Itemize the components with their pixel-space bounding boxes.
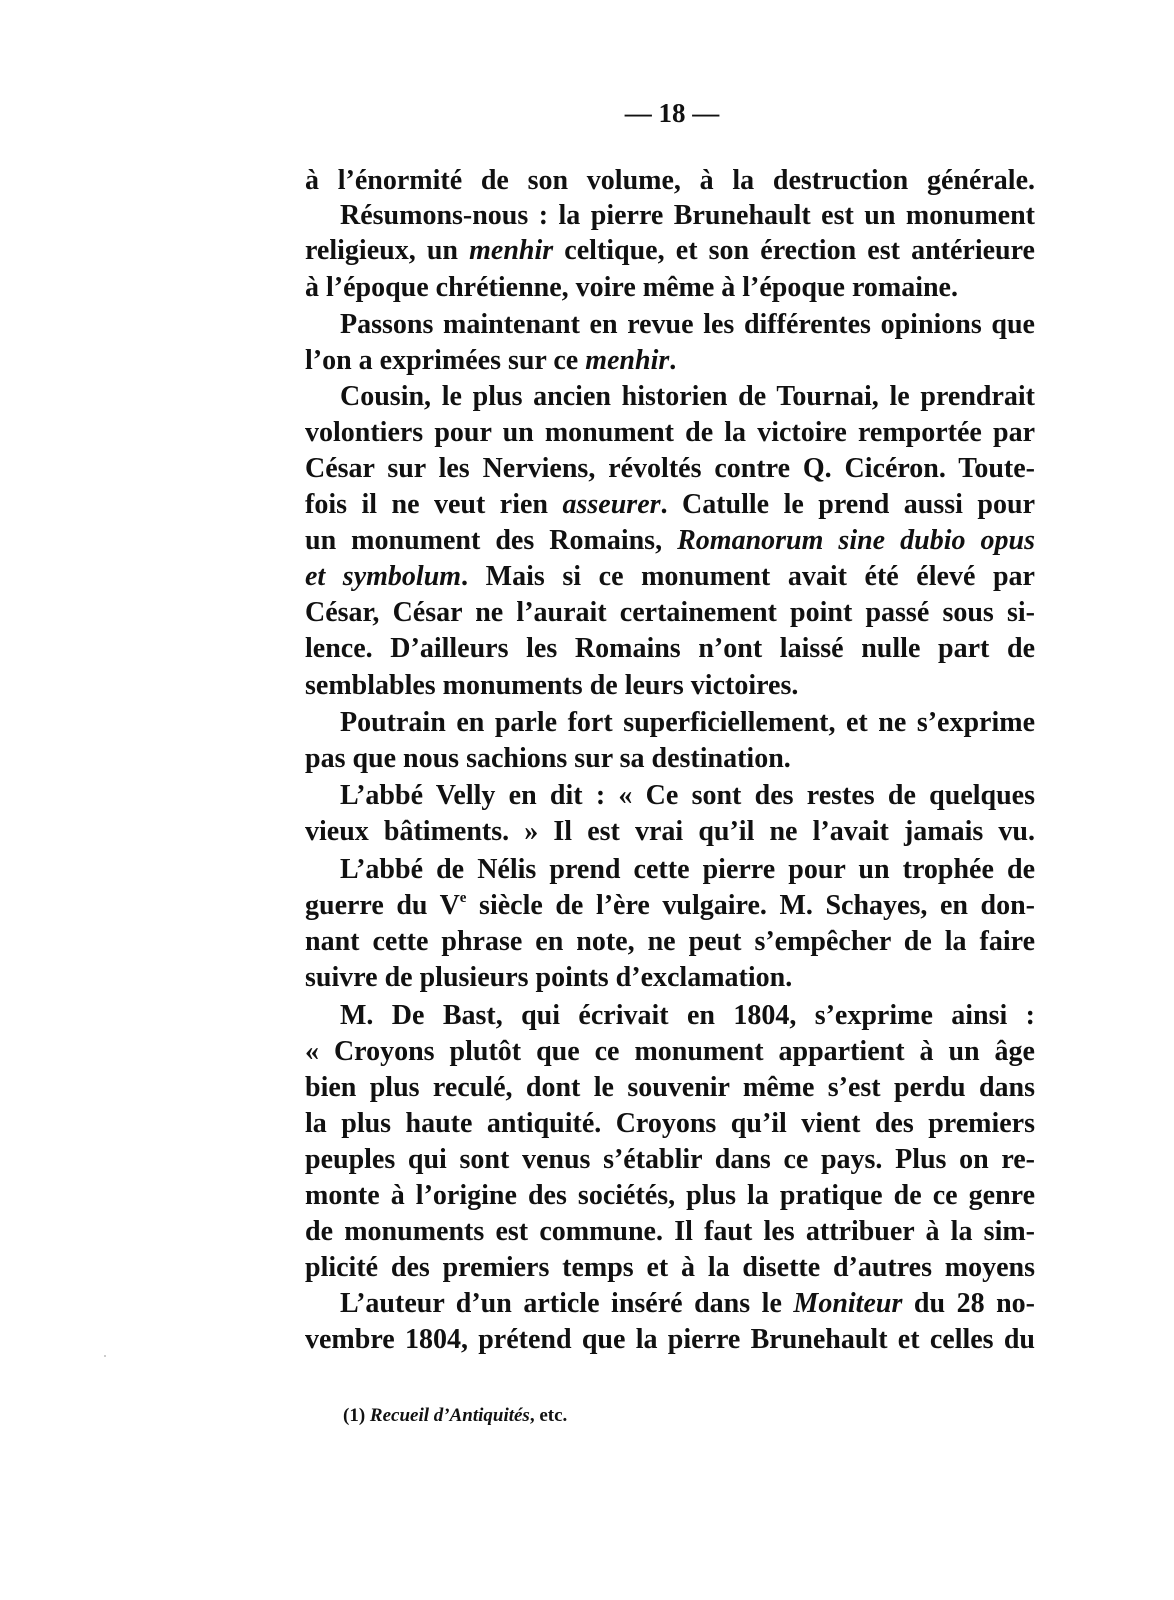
text-segment: pas que nous sachions sur sa destination. [305,743,791,774]
text-segment: Cousin, le plus ancien historien de Tournai, le prendrait [340,381,1035,412]
footnote-rest: , etc. [529,1405,568,1426]
text-line [305,1250,1035,1286]
text-line [340,379,1035,415]
text-line [340,1286,1035,1322]
text-segment: nant cette phrase en note, ne peut s’empêcher de la faire [305,926,1035,957]
text-segment: religieux, un [305,235,470,266]
text-line [305,960,1035,996]
text-line [305,270,1035,306]
text-line [305,888,1035,924]
text-line [305,487,1035,523]
text-segment: . Catulle le prend aussi pour [660,489,1035,520]
text-segment: L’auteur d’un article inséré dans le [340,1288,794,1319]
text-line [305,668,1035,704]
text-segment: siècle de l’ère vulgaire. M. Schayes, en don- [466,890,1035,921]
text-segment: peuples qui sont venus s’établir dans ce pays. Plus on re- [305,1144,1035,1175]
page-number: — 18 — [624,98,720,128]
footnote-title: Recueil d’Antiquités [369,1405,530,1426]
text-segment: de monuments est commune. Il faut les attribuer à la sim- [305,1216,1035,1247]
text-segment: à l’époque chrétienne, voire même à l’époque romaine. [305,272,958,303]
text-segment: la plus haute antiquité. Croyons qu’il vient des premiers [305,1108,1035,1139]
text-line [305,741,1035,777]
text-line [305,415,1035,451]
text-line [305,1034,1035,1070]
superscript: e [459,890,467,906]
text-line [305,1142,1035,1178]
italic-text: asseurer [562,489,661,520]
text-line [340,198,1035,234]
text-segment: du 28 no- [902,1288,1035,1319]
text-segment: vembre 1804, prétend que la pierre Brunehault et celles du [305,1324,1035,1355]
text-segment: L’abbé de Nélis prend cette pierre pour un trophée de [340,854,1035,885]
text-segment: fois il ne veut rien [305,489,563,520]
text-line [305,1214,1035,1250]
text-segment: semblables monuments de leurs victoires. [305,670,799,701]
text-line [305,1106,1035,1142]
text-segment: Résumons-nous : la pierre Brunehault est un monument [340,200,1035,231]
text-segment: celtique, et son érection est antérieure [553,235,1035,266]
text-line [305,163,1035,199]
text-line [305,595,1035,631]
scan-speck [104,1355,106,1357]
text-segment: bien plus reculé, dont le souvenir même s’est perdu dans [305,1072,1035,1103]
text-line [305,559,1035,595]
text-line [340,705,1035,741]
text-segment: . Mais si ce monument avait été élevé par [461,561,1035,592]
text-segment: lence. D’ailleurs les Romains n’ont laissé nulle part de [305,633,1035,664]
text-segment: suivre de plusieurs points d’exclamation. [305,962,793,993]
text-line [340,778,1035,814]
footnote-marker: (1) [343,1405,370,1426]
text-segment: « Croyons plutôt que ce monument appartient à un âge [305,1036,1035,1067]
text-segment: plicité des premiers temps et à la disette d’autres moyens [305,1252,1035,1283]
text-line [340,998,1035,1034]
text-segment: guerre du V [305,890,460,921]
text-segment: l’on a exprimées sur ce [305,345,586,376]
text-line [305,1322,1035,1358]
italic-text: menhir [469,235,554,266]
italic-text: menhir [585,345,670,376]
text-segment: . [669,345,677,376]
text-line [305,523,1035,559]
text-segment: volontiers pour un monument de la victoire remportée par [305,417,1035,448]
text-line [305,631,1035,667]
text-line [305,924,1035,960]
text-line [305,451,1035,487]
text-line [340,852,1035,888]
text-line [305,343,1035,379]
text-line [305,233,1035,269]
text-segment: Passons maintenant en revue les différentes opinions que [340,309,1035,340]
text-segment: M. De Bast, qui écrivait en 1804, s’exprime ainsi : [340,1000,1035,1031]
italic-text: et symbolum [305,561,462,592]
text-line [305,1178,1035,1214]
text-segment: L’abbé Velly en dit : « Ce sont des restes de quelques [340,780,1035,811]
text-segment: monte à l’origine des sociétés, plus la pratique de ce genre [305,1180,1035,1211]
text-segment: vieux bâtiments. » Il est vrai qu’il ne l’avait jamais vu. [305,816,1035,847]
text-segment: César, César ne l’aurait certainement point passé sous si- [305,597,1035,628]
text-segment: Poutrain en parle fort superficiellement, et ne s’exprime [340,707,1035,738]
text-segment: à l’énormité de son volume, à la destruction générale. [305,165,1035,196]
text-line [305,1070,1035,1106]
footnote [343,1405,567,1427]
italic-text: Romanorum sine dubio opus [677,525,1035,556]
text-segment: un monument des Romains, [305,525,678,556]
italic-text: Moniteur [793,1288,903,1319]
text-line [305,814,1035,850]
text-line [340,307,1035,343]
text-segment: César sur les Nerviens, révoltés contre Q. Cicéron. Toute- [305,453,1035,484]
